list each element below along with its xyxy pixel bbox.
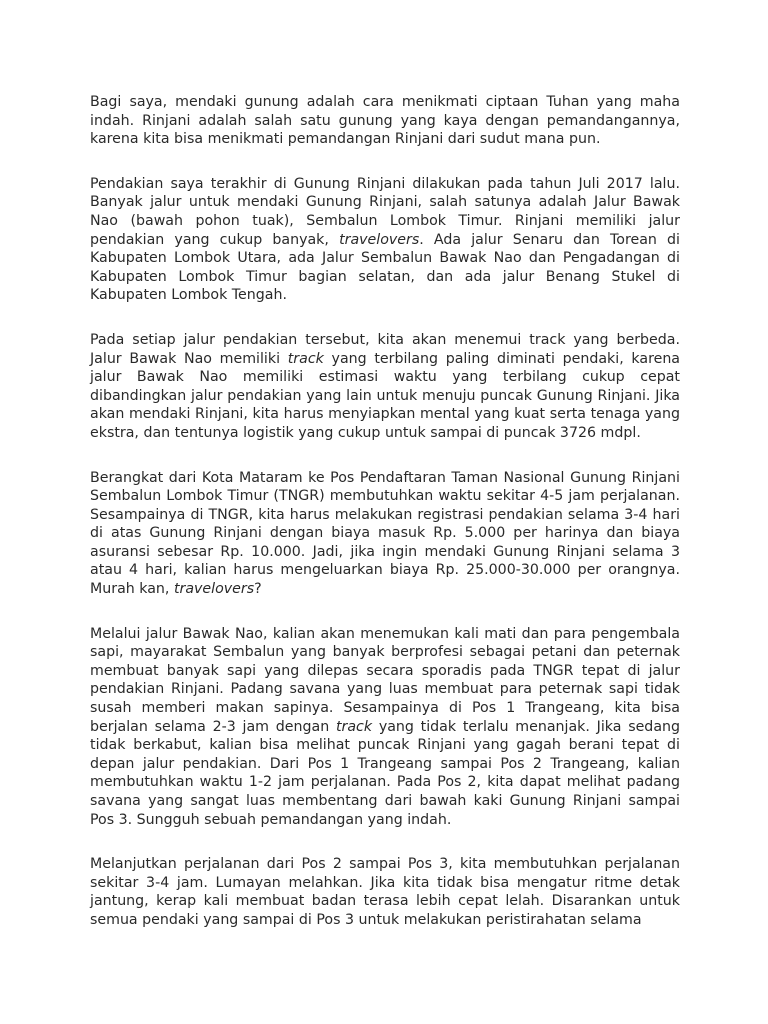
text-run: Berangkat dari Kota Mataram ke Pos Pendaftaran Taman Nasional Gunung Rinjani Sembalun Lombok Timur (TNGR) membutuhkan waktu sekitar 4-5 jam perjalanan. Sesampainya di TNGR, kita harus melakukan registrasi pendakian selama 3-4 hari di atas Gunung Rinjani dengan biaya masuk Rp. 5.000 per harinya dan biaya asuransi sebesar Rp. 10.000. Jadi, jika ingin mendaki Gunung Rinjani selama 3 atau 4 hari, kalian harus mengeluarkan biaya Rp. 25.000-30.000 per orangnya. Murah kan, <box>90 469 680 598</box>
text-run: yang terbilang paling diminati pendaki, karena jalur Bawak Nao memiliki estimasi waktu yang terbilang cukup cepat dibandingkan jalur pendakian yang lain untuk menuju puncak Gunung Rinjani. Jika akan mendaki Rinjani, kita harus menyiapkan mental yang kuat serta tenaga yang ekstra, dan tentunya logistik yang cukup untuk sampai di puncak 3726 mdpl. <box>90 350 681 441</box>
text-run: Melanjutkan perjalanan dari Pos 2 sampai Pos 3, kita membutuhkan perjalanan sekitar 3-4 jam. Lumayan melahkan. Jika kita tidak bisa mengatur ritme detak jantung, kerap kali membuat badan terasa lebih cepat lelah. Disarankan untuk semua pendaki yang sampai di Pos 3 untuk melakukan peristirahatan selama <box>90 856 680 928</box>
text-run: yang tidak terlalu menanjak. Jika sedang tidak berkabut, kalian bisa melihat puncak Rinjani yang gagah berani tepat di depan jalur pendakian. Dari Pos 1 Trangeang sampai Pos 2 Trangeang, kalian membutuhkan waktu 1-2 jam perjalanan. Pada Pos 2, kita dapat melihat padang savana yang sangat luas membentang dari bawah kaki Gunung Rinjani sampai Pos 3. Sungguh sebuah pemandangan yang indah. <box>90 718 681 828</box>
text-run: Pendakian saya terakhir di Gunung Rinjani dilakukan pada tahun Juli 2017 lalu. Banyak jalur untuk mendaki Gunung Rinjani, salah satunya adalah Jalur Bawak Nao (bawah pohon tuak), Sembalun Lombok Timur. Rinjani memiliki jalur pendakian yang cukup banyak, <box>90 175 680 248</box>
paragraph <box>90 331 680 443</box>
paragraph <box>90 625 680 830</box>
document-page <box>90 93 680 956</box>
paragraph <box>90 175 680 305</box>
paragraph <box>90 469 680 599</box>
italic-text-run: track <box>335 718 373 735</box>
text-run: Bagi saya, mendaki gunung adalah cara menikmati ciptaan Tuhan yang maha indah. Rinjani adalah salah satu gunung yang kaya dengan pemandangannya, karena kita bisa menikmati pemandangan Rinjani dari sudut mana pun. <box>90 94 680 148</box>
italic-text-run: travelovers <box>173 581 255 598</box>
text-run: ? <box>254 581 262 598</box>
italic-text-run: travelovers <box>339 231 420 248</box>
text-run: Pada setiap jalur pendakian tersebut, kita akan menemui track yang berbeda. Jalur Bawak Nao memiliki <box>90 331 680 367</box>
paragraph <box>90 93 680 149</box>
italic-text-run: track <box>287 350 324 367</box>
text-run: Melalui jalur Bawak Nao, kalian akan menemukan kali mati dan para pengembala sapi, mayarakat Sembalun yang banyak berprofesi sebagai petani dan peternak membuat banyak sapi yang dilepas secara sporadis pada TNGR tepat di jalur pendakian Rinjani. Padang savana yang luas membuat para peternak sapi tidak susah memberi makan sapinya. Sesampainya di Pos 1 Trangeang, kita bisa berjalan selama 2-3 jam dengan <box>90 625 680 735</box>
paragraph <box>90 855 680 929</box>
text-run: . Ada jalur Senaru dan Torean di Kabupaten Lombok Utara, ada Jalur Sembalun Bawak Nao dan Pengadangan di Kabupaten Lombok Timur bagian selatan, dan ada jalur Benang Stukel di Kabupaten Lombok Tengah. <box>90 231 680 304</box>
